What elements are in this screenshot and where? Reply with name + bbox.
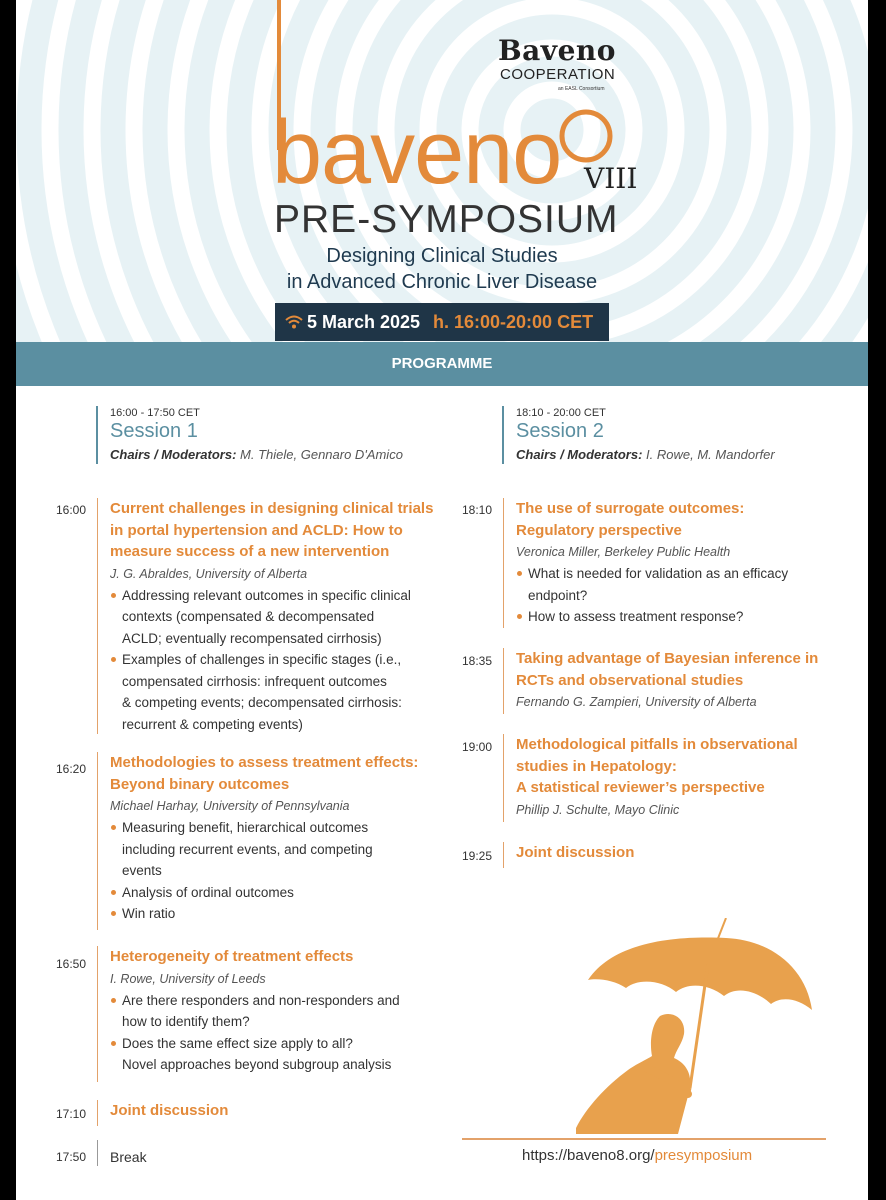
wifi-icon bbox=[285, 314, 303, 330]
session2-header bbox=[502, 406, 775, 464]
event-type: PRE-SYMPOSIUM bbox=[274, 198, 619, 241]
slot-time: 17:50 bbox=[56, 1150, 87, 1164]
talk-title: Methodological pitfalls in observational studies in Hepatology: A statistical reviewer’s perspective bbox=[516, 736, 798, 796]
break-label: Break bbox=[110, 1149, 147, 1165]
logo-cooperation: COOPERATION bbox=[500, 66, 616, 83]
session1-chairs-label: Chairs / Moderators: bbox=[110, 447, 237, 462]
talk-item bbox=[503, 842, 846, 868]
url-path: presymposium bbox=[654, 1147, 753, 1164]
slot-time: 19:00 bbox=[462, 740, 493, 754]
talk-item bbox=[503, 648, 846, 714]
slot-time: 16:00 bbox=[56, 503, 87, 517]
slot-time: 16:50 bbox=[56, 957, 87, 971]
talk-speaker: J. G. Abraldes, University of Alberta bbox=[110, 566, 308, 581]
talk-item bbox=[97, 946, 440, 1082]
session2-time: 18:10 - 20:00 CET bbox=[516, 407, 606, 419]
bullet-item: Analysis of ordinal outcomes bbox=[110, 882, 440, 904]
session2-chairs-label: Chairs / Moderators: bbox=[516, 447, 643, 462]
talk-bullets bbox=[110, 817, 440, 925]
poster-page bbox=[16, 0, 868, 1200]
talk-speaker: I. Rowe, University of Leeds bbox=[110, 971, 266, 986]
header bbox=[16, 0, 868, 342]
talk-bullets bbox=[110, 990, 440, 1076]
talk-title: The use of surrogate outcomes: Regulatory perspective bbox=[516, 500, 745, 539]
bullet-item: What is needed for validation as an efficacy endpoint? bbox=[516, 563, 846, 606]
talk-item bbox=[97, 752, 440, 930]
logo-consortium: an EASL Consortium bbox=[558, 86, 605, 92]
session1-chairs bbox=[110, 446, 403, 464]
logo-baveno: Baveno bbox=[498, 34, 616, 67]
event-title-line2: in Advanced Chronic Liver Disease bbox=[286, 271, 598, 293]
slot-time: 18:10 bbox=[462, 503, 493, 517]
talk-title: Methodologies to assess treatment effects: Beyond binary outcomes bbox=[110, 754, 419, 793]
talk-item bbox=[503, 498, 846, 628]
event-date: 5 March 2025 bbox=[307, 312, 421, 332]
session1-name: Session 1 bbox=[110, 420, 198, 442]
talk-title: Heterogeneity of treatment effects bbox=[110, 948, 354, 965]
talk-title: Joint discussion bbox=[110, 1102, 229, 1119]
talk-speaker: Michael Harhay, University of Pennsylvania bbox=[110, 799, 350, 813]
talk-bullets bbox=[110, 585, 440, 736]
talk-item bbox=[503, 734, 846, 822]
break-item bbox=[97, 1140, 310, 1166]
talk-speaker: Veronica Miller, Berkeley Public Health bbox=[516, 545, 731, 559]
talk-speaker: Fernando G. Zampieri, University of Alberta bbox=[516, 695, 757, 709]
talk-speaker: Phillip J. Schulte, Mayo Clinic bbox=[516, 802, 680, 817]
bullet-item: Are there responders and non-responders and how to identify them? bbox=[110, 990, 440, 1033]
session1-chairs-names: M. Thiele, Gennaro D'Amico bbox=[240, 447, 403, 462]
session2-chairs-names: I. Rowe, M. Mandorfer bbox=[646, 447, 775, 462]
bullet-item: Measuring benefit, hierarchical outcomes including recurrent events, and competing events bbox=[110, 817, 440, 882]
bullet-item: Does the same effect size apply to all? Novel approaches beyond subgroup analysis bbox=[110, 1033, 440, 1076]
session1-header bbox=[96, 406, 403, 464]
event-wordmark: baveno bbox=[272, 103, 562, 203]
date-box bbox=[275, 303, 609, 341]
slot-time: 18:35 bbox=[462, 654, 493, 668]
slot-time: 16:20 bbox=[56, 762, 87, 776]
edition-number: VIII bbox=[584, 162, 638, 195]
bullet-item: Addressing relevant outcomes in specific clinical contexts (compensated & decompensated ACLD; eventually recompensated cirrhosis) bbox=[110, 585, 440, 650]
session1-time: 16:00 - 17:50 CET bbox=[110, 407, 200, 419]
event-hours: h. 16:00-20:00 CET bbox=[433, 312, 594, 332]
talk-title: Current challenges in designing clinical trials in portal hypertension and ACLD: How to measure success of a new intervention bbox=[110, 500, 434, 560]
talk-item bbox=[97, 1100, 440, 1126]
footer-divider bbox=[462, 1138, 826, 1140]
session2-name: Session 2 bbox=[516, 420, 604, 442]
umbrella-figure-illustration bbox=[576, 918, 836, 1140]
bullet-item: How to assess treatment response? bbox=[516, 606, 846, 628]
talk-item bbox=[97, 498, 440, 734]
talk-title: Joint discussion bbox=[516, 844, 635, 861]
slot-time: 19:25 bbox=[462, 849, 493, 863]
event-title-line1: Designing Clinical Studies bbox=[326, 245, 558, 267]
bullet-item: Win ratio bbox=[110, 903, 440, 925]
programme-band: PROGRAMME bbox=[16, 342, 868, 386]
url-base: https://baveno8.org/ bbox=[522, 1147, 655, 1164]
talk-title: Taking advantage of Bayesian inference in RCTs and observational studies bbox=[516, 650, 819, 689]
bullet-item: Examples of challenges in specific stages (i.e., compensated cirrhosis: infrequent outcomes & competing events; decompensated cirrhosis: recurrent & competing events) bbox=[110, 649, 440, 735]
talk-bullets bbox=[516, 563, 846, 628]
slot-time: 17:10 bbox=[56, 1107, 87, 1121]
session2-chairs bbox=[516, 446, 775, 464]
footer-url[interactable] bbox=[522, 1147, 752, 1164]
